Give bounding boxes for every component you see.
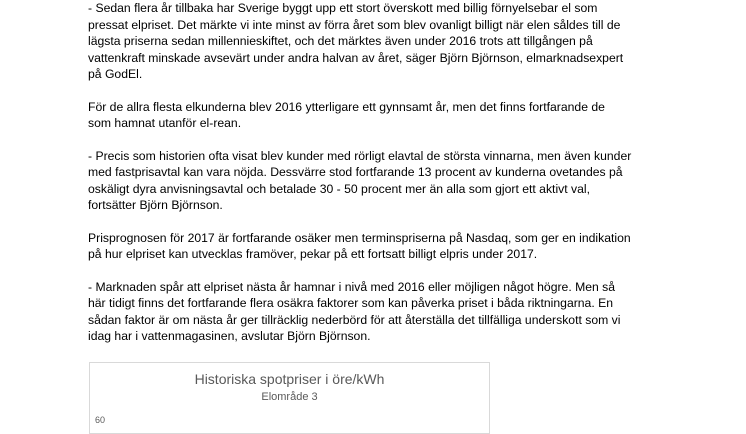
- chart-subtitle: Elområde 3: [261, 391, 318, 403]
- text-line: För de allra flesta elkunderna blev 2016 ytterligare ett gynnsamt år, men det finns fortfarande de: [88, 99, 605, 114]
- paragraph-5: [88, 279, 688, 345]
- text-line: på hur elpriset kan utvecklas framöver, pekar på ett fortsatt billigt elpris under 2017.: [88, 247, 538, 261]
- text-line: vattenkraft minskade avsevärt under andra halvan av året, säger Björn Björnson, elmarknadsexpert: [88, 50, 624, 65]
- text-line: lägsta priserna sedan millennieskiftet, och det märktes även under 2016 trots att tillgången på: [88, 34, 593, 48]
- text-line: idag har i vattenmagasinen, avslutar Björn Björnson.: [88, 329, 371, 343]
- text-line: sådan faktor är om nästa år ger tillräcklig nederbörd för att återställa det tillfälliga underskott som vi: [88, 312, 621, 327]
- paragraph-2: [88, 99, 688, 132]
- text-line: med fastprisavtal kan vara nöjda. Dessvärre stod fortfarande 13 procent av kunderna ovetandes på: [88, 165, 623, 179]
- text-line: - Precis som historien ofta visat blev kunder med rörligt elavtal de största vinnarna, men även kunder: [88, 148, 632, 163]
- y-tick-label: 60: [95, 415, 106, 425]
- paragraph-3: [88, 148, 688, 214]
- paragraph-1: [88, 0, 688, 83]
- text-line: - Marknaden spår att elpriset nästa år hamnar i nivå med 2016 eller möjligen något högre. Men så: [88, 279, 616, 294]
- chart-title: Historiska spotpriser i öre/kWh: [194, 371, 385, 387]
- text-line: här tidigt finns det fortfarande flera osäkra faktorer som kan påverka priset i båda riktningarna. En: [88, 296, 614, 310]
- document-body: [88, 0, 688, 361]
- text-line: pressat elpriset. Det märkte vi inte minst av förra året som blev ovanligt billigt när elen såldes till de: [88, 17, 621, 32]
- text-line: Prisprognosen för 2017 är fortfarande osäker men terminspriserna på Nasdaq, som ger en indikation: [88, 230, 631, 245]
- paragraph-4: [88, 230, 688, 263]
- text-line: - Sedan flera år tillbaka har Sverige byggt upp ett stort överskott med billig förnyelsebar el som: [88, 1, 598, 15]
- text-line: på GodEl.: [88, 67, 143, 81]
- spot-price-chart: [89, 362, 490, 434]
- text-line: fortsätter Björn Björnson.: [88, 198, 223, 212]
- text-line: oskäligt dyra anvisningsavtal och betalade 30 - 50 procent mer än alla som gjort ett aktivt val,: [88, 181, 590, 196]
- text-line: som hamnat utanför el-rean.: [88, 116, 242, 130]
